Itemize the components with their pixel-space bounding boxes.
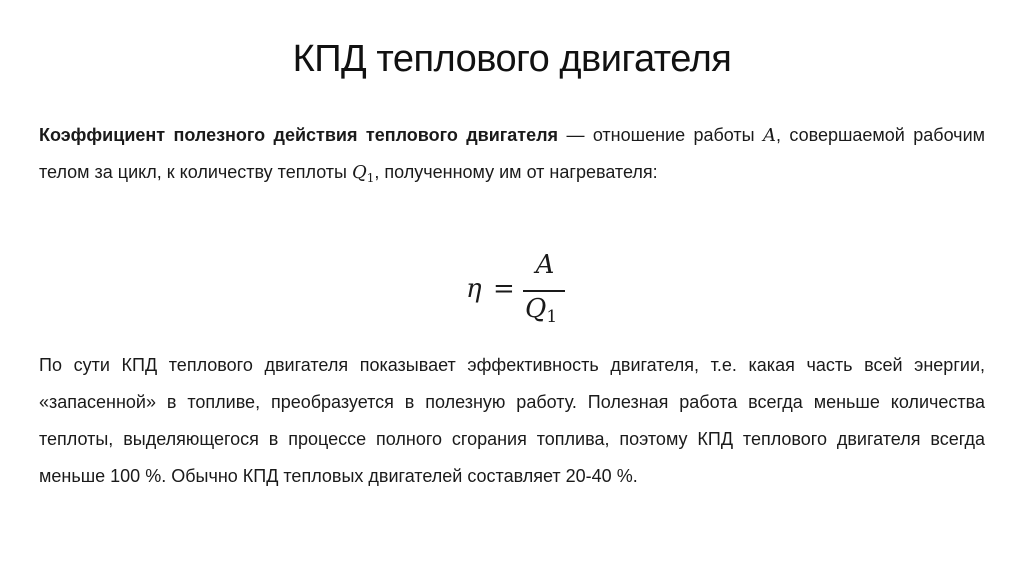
- definition-text-2: , совершаемой рабочим телом за цикл, к количеству теплоты: [39, 125, 985, 182]
- definition-term: Коэффициент полезного действия теплового двигателя: [39, 125, 559, 145]
- variable-heat: Q: [352, 162, 367, 183]
- formula-numerator: A: [535, 250, 555, 280]
- formula-eta: η: [466, 274, 482, 304]
- formula-denominator-var: Q: [525, 294, 547, 324]
- variable-heat-subscript: 1: [366, 171, 375, 185]
- slide-title: КПД теплового двигателя: [292, 38, 732, 80]
- definition-paragraph: [39, 117, 985, 197]
- explanation-paragraph: По сути КПД теплового двигателя показывает эффективность двигателя, т.е. какая часть всей энергии, «запасенной» в топливе, преобразуется в полезную работу. Полезная работа всегда меньше количества теплоты, выделяющегося в процессе полного сгорания топлива, поэтому КПД теплового двигателя всегда меньше 100 %. Обычно КПД тепловых двигателей составляет 20-40 %.: [39, 355, 985, 486]
- definition-text-3: , полученному им от нагревателя:: [374, 162, 658, 182]
- formula-denominator: [525, 294, 569, 327]
- definition-text-1: — отношение работы: [558, 125, 763, 145]
- efficiency-formula: [0, 250, 1024, 330]
- formula-denominator-sub: 1: [546, 307, 558, 327]
- formula-equals: =: [493, 274, 515, 304]
- fraction-bar: [523, 290, 565, 292]
- variable-work: A: [762, 125, 776, 146]
